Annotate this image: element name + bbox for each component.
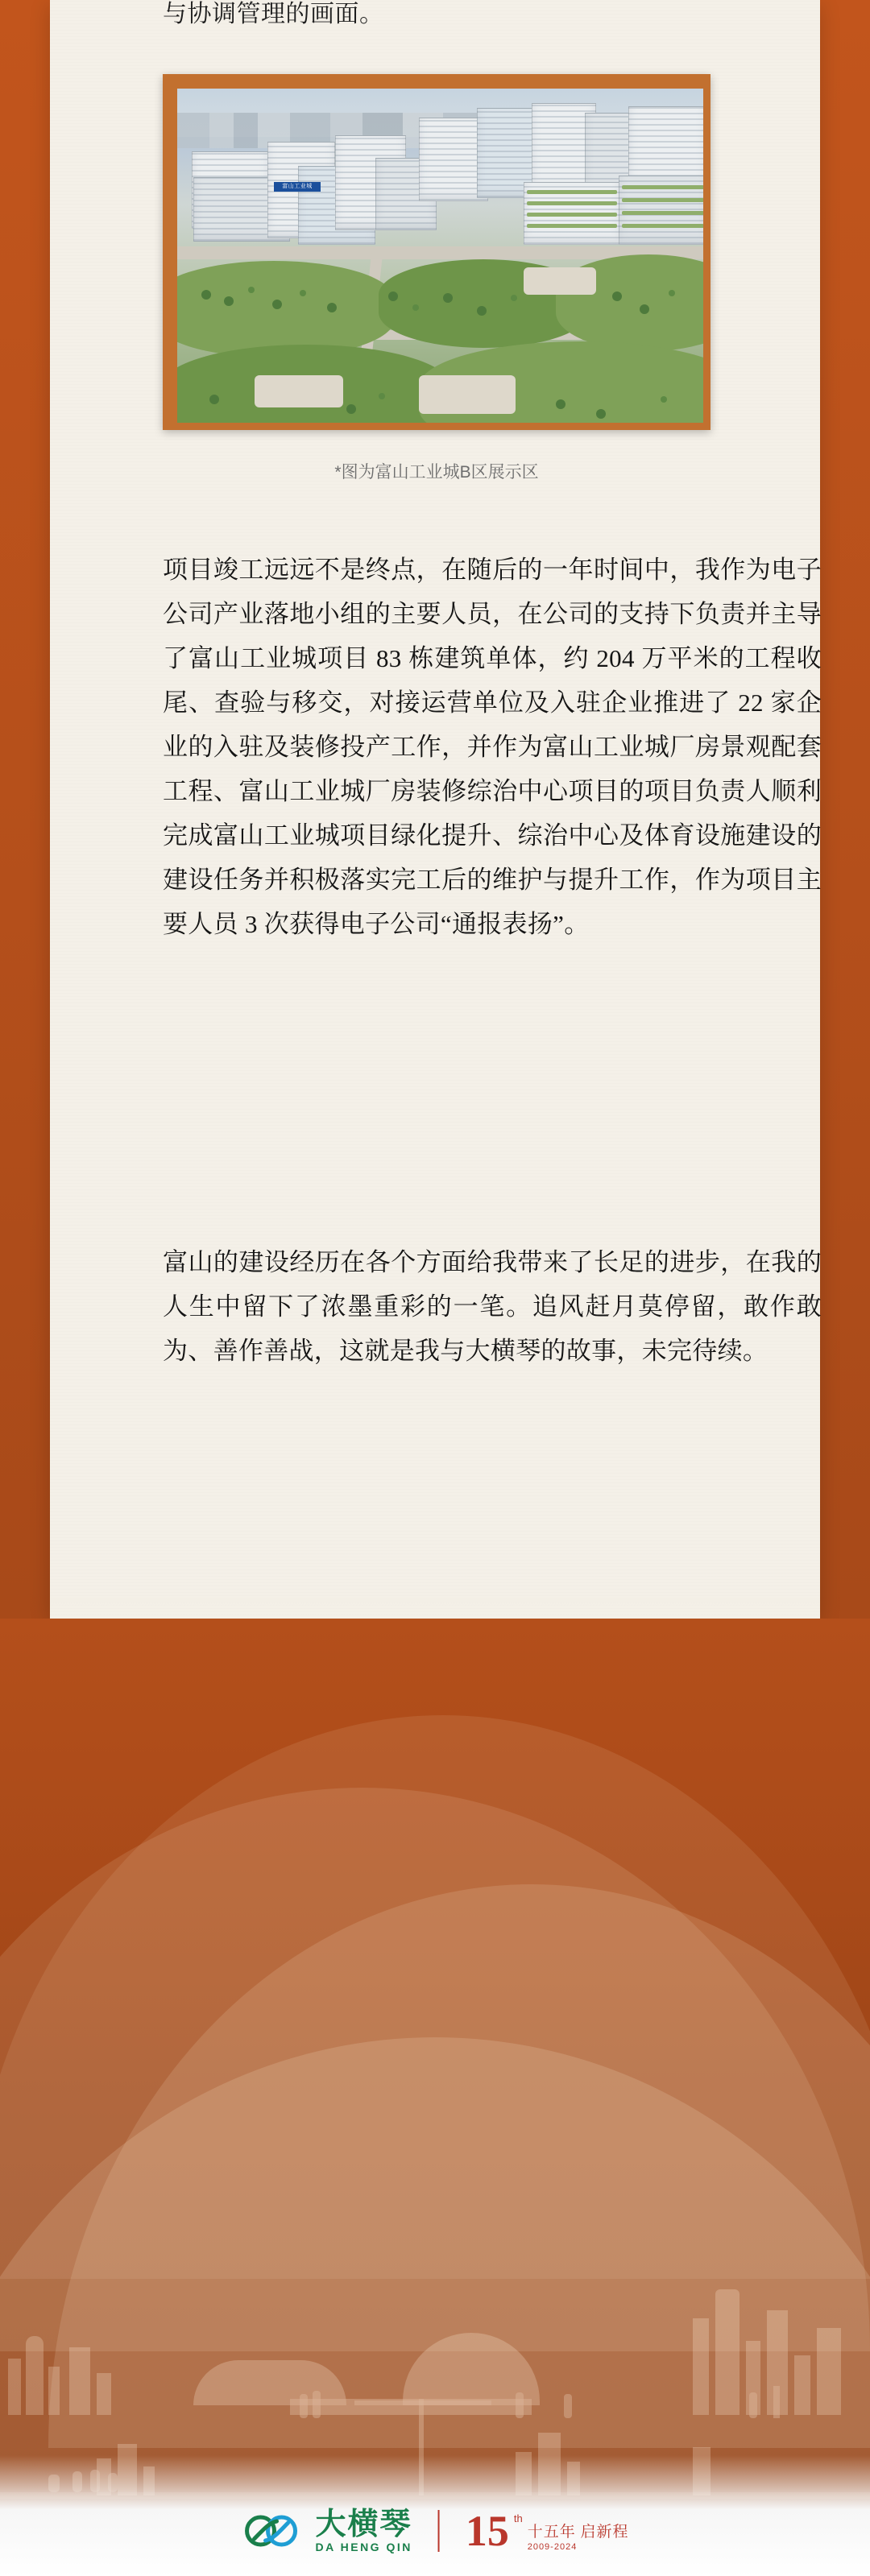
anniversary-text: [528, 2523, 629, 2552]
brand-logo-row: [242, 2508, 629, 2553]
photo-plaza: [524, 267, 596, 295]
anniversary-badge: [465, 2507, 629, 2555]
photo-tree: [327, 303, 337, 312]
footer-bar: [0, 2455, 870, 2576]
building-sign: 富山工业城: [274, 182, 321, 192]
photo-green-terrace: [622, 224, 704, 228]
article-paragraph-2: 富山的建设经历在各个方面给我带来了长足的进步，在我的人生中留下了浓墨重彩的一笔。追风赶月莫停留，敢作敢为、善作善战，这就是我与大横琴的故事，未完待续。: [163, 1248, 822, 1365]
anniversary-number: 15: [465, 2507, 509, 2555]
brand-name-en: DA HENG QIN: [315, 2541, 412, 2553]
silhouette-building: [69, 2347, 90, 2415]
photo-tree: [511, 295, 517, 301]
silhouette-hall: [193, 2360, 346, 2405]
photo-tree: [640, 304, 649, 314]
silhouette-surveyor-tripod: [773, 2386, 780, 2418]
photo-tree: [209, 395, 219, 404]
photo-tree: [596, 409, 606, 419]
silhouette-building: [817, 2328, 841, 2415]
photo-lawn: [177, 261, 395, 358]
silhouette-building: [48, 2367, 60, 2415]
silhouette-building: [794, 2355, 810, 2415]
silhouette-building: [26, 2336, 44, 2415]
silhouette-building: [97, 2373, 111, 2415]
silhouette-building: [693, 2318, 709, 2415]
silhouette-building: [8, 2359, 21, 2415]
photo-tree: [300, 290, 306, 296]
photo-green-terrace: [527, 201, 617, 205]
industrial-park-photo: [177, 89, 710, 430]
photo-tree: [201, 290, 211, 300]
silhouette-worker: [516, 2392, 524, 2418]
photo-green-terrace: [622, 211, 704, 215]
brand-name-cn: 大横琴: [315, 2508, 412, 2541]
anniversary-slogan: 十五年 启新程: [527, 2524, 629, 2541]
daheng-qin-logo-icon: [242, 2512, 301, 2550]
anniversary-years: 2009-2024: [527, 2542, 578, 2552]
image-caption: *图为富山工业城B区展示区: [334, 463, 539, 482]
photo-tree: [224, 296, 234, 306]
photo-tree: [388, 292, 398, 301]
photo-frame: [163, 74, 710, 430]
photo-tree: [443, 293, 453, 303]
silhouette-worker: [313, 2391, 321, 2418]
silhouette-building: [715, 2289, 740, 2415]
photo-tree: [477, 306, 487, 316]
photo-tree: [412, 304, 419, 311]
photo-green-terrace: [622, 185, 704, 189]
silhouette-worker: [300, 2394, 308, 2418]
silhouette-worker: [564, 2394, 572, 2418]
article-card: [50, 0, 820, 1619]
footer-divider: [438, 2510, 440, 2552]
top-text-fragment: 与协调管理的画面。: [163, 1, 384, 27]
photo-green-terrace: [527, 224, 617, 228]
photo-tree: [272, 300, 282, 309]
silhouette-worker: [749, 2392, 757, 2418]
photo-tree: [248, 287, 255, 293]
figure-block: [163, 74, 710, 483]
anniversary-suffix: th: [513, 2512, 523, 2524]
photo-green-terrace: [527, 190, 617, 194]
article-paragraph-1: 项目竣工远远不是终点，在随后的一年时间中，我作为电子公司产业落地小组的主要人员，在公司的支持下负责并主导了富山工业城项目 83 栋建筑单体，约 204 万平米的工程收尾、查验与移交，对接运营单位及入驻企业推进了 22 家企业的入驻及装修投产工作，并作为富山工业城厂房景观配套工程、富山工业城厂房装修综治中心项目的项目负责人顺利完成富山工业城项目绿化提升、综治中心及体育设施建设的建设任务并积极落实完工后的维护与提升工作，作为项目主要人员 3 次获得电子公司“通报表扬”。: [163, 556, 822, 938]
bottom-illustration: [0, 1619, 870, 2576]
photo-tree: [612, 292, 622, 301]
brand-text: [316, 2508, 412, 2553]
photo-tree: [669, 290, 675, 296]
photo-tree: [346, 404, 356, 414]
photo-green-terrace: [527, 213, 617, 217]
photo-green-terrace: [622, 198, 704, 202]
photo-tree: [556, 399, 566, 409]
photo-tree: [379, 393, 385, 399]
photo-tree: [661, 396, 667, 403]
photo-plaza: [419, 375, 516, 414]
photo-plaza: [255, 375, 343, 407]
silhouette-crane-jib: [354, 2400, 491, 2405]
